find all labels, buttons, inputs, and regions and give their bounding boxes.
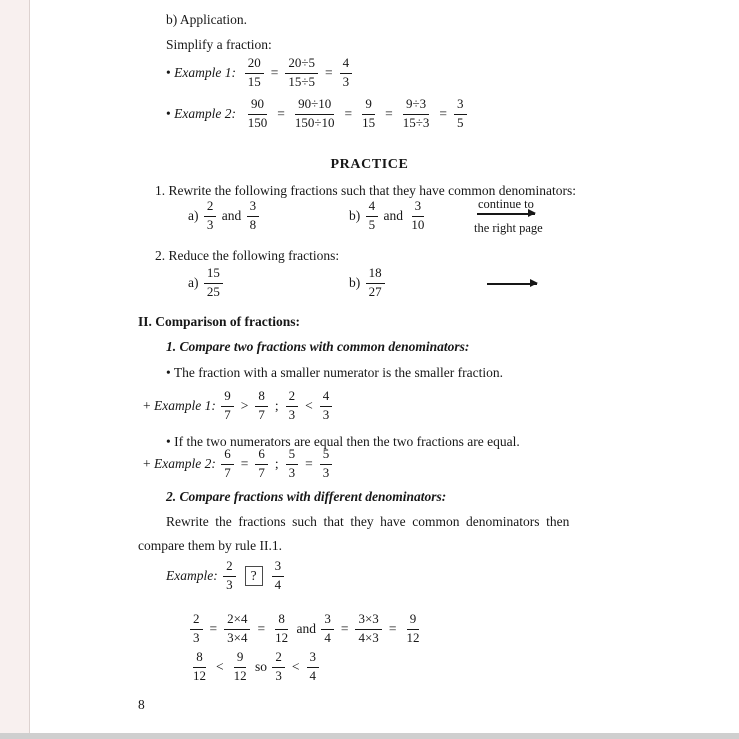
fraction <box>221 447 234 480</box>
numerator: 3 <box>412 199 425 216</box>
numerator: 3×3 <box>355 612 381 629</box>
denominator: 12 <box>275 630 289 645</box>
practice-title: PRACTICE <box>330 157 409 172</box>
numerator: 3 <box>454 97 467 114</box>
fraction <box>307 650 320 683</box>
numerator: 9 <box>234 650 247 667</box>
subsection-2-heading: 2. Compare fractions with different denominators: <box>166 489 447 504</box>
fraction <box>190 650 209 683</box>
numerator: 2 <box>204 199 217 216</box>
math-operator: = <box>324 65 333 80</box>
numerator: 2 <box>223 559 236 576</box>
denominator: 15 <box>247 74 261 89</box>
comparison-example-1 <box>143 388 334 424</box>
fraction <box>292 97 338 130</box>
subsection-1-heading: 1. Compare two fractions with common denominators: <box>166 339 470 354</box>
math-operator: = <box>277 106 285 121</box>
denominator: 3 <box>193 630 200 645</box>
right-arrow-icon <box>487 283 537 285</box>
fraction <box>321 612 334 645</box>
numerator: 8 <box>193 650 206 667</box>
fraction <box>286 389 299 422</box>
denominator: 15÷3 <box>402 115 430 130</box>
question-1b <box>349 198 429 234</box>
scan-bottom-edge <box>0 733 739 739</box>
text-run: and <box>380 208 407 223</box>
section-2-heading: II. Comparison of fractions: <box>138 314 300 329</box>
denominator: 3 <box>342 74 350 89</box>
math-operator: ; <box>274 456 279 471</box>
text-run: • <box>166 65 175 80</box>
different-denominator-example <box>166 558 286 594</box>
fraction <box>245 97 271 130</box>
denominator: 3×4 <box>227 630 248 645</box>
numerator: 90÷10 <box>295 97 334 114</box>
numerator: 3 <box>307 650 320 667</box>
fraction <box>285 56 318 89</box>
denominator: 8 <box>249 217 257 232</box>
text-run: Example 1: <box>154 398 220 413</box>
practice-question-2: 2. Reduce the following fractions: <box>155 248 340 263</box>
text-run: b) <box>349 275 364 290</box>
fraction <box>223 559 236 592</box>
math-operator: = <box>340 621 349 636</box>
denominator: 3 <box>206 217 214 232</box>
math-operator: ; <box>274 398 279 413</box>
math-operator: = <box>209 621 218 636</box>
numerator: 90 <box>248 97 267 114</box>
text-run: and <box>293 621 320 636</box>
worked-step-1 <box>188 611 424 647</box>
math-operator: = <box>270 65 279 80</box>
denominator: 3 <box>275 668 282 683</box>
text-run: and <box>218 208 245 223</box>
fraction <box>340 56 353 89</box>
example-2-line <box>166 96 469 132</box>
denominator: 150 <box>247 115 268 130</box>
numerator: 15 <box>204 266 223 283</box>
fraction <box>403 612 422 645</box>
math-operator: = <box>388 621 397 636</box>
numerator: 4 <box>320 389 333 406</box>
margin-note-line1: continue to <box>478 197 534 211</box>
denominator: 7 <box>258 407 265 422</box>
numerator: 2 <box>272 650 285 667</box>
denominator: 10 <box>411 217 425 232</box>
boxed-question-mark: ? <box>245 566 263 586</box>
right-arrow-icon <box>477 213 535 215</box>
text-run: • <box>166 106 175 121</box>
text-run: + <box>143 398 154 413</box>
numerator: 2 <box>190 612 203 629</box>
fraction <box>320 447 333 480</box>
denominator: 15÷5 <box>288 74 315 89</box>
denominator: 3 <box>322 407 330 422</box>
denominator: 7 <box>258 465 265 480</box>
page-number: 8 <box>138 697 145 712</box>
numerator: 20÷5 <box>285 56 318 73</box>
denominator: 5 <box>368 217 376 232</box>
numerator: 9 <box>407 612 420 629</box>
fraction <box>272 559 285 592</box>
fraction <box>221 389 234 422</box>
rule-1-text: • The fraction with a smaller numerator is the smaller fraction. <box>166 365 503 380</box>
practice-question-1: 1. Rewrite the following fractions such that they have common denominators: <box>155 183 577 198</box>
denominator: 4 <box>274 577 282 592</box>
text-run: Example 2: <box>174 106 243 121</box>
comparison-example-2 <box>143 446 334 482</box>
numerator: 6 <box>255 447 268 464</box>
fraction <box>231 650 250 683</box>
denominator: 12 <box>193 668 206 683</box>
fraction <box>190 612 203 645</box>
text-run: + <box>143 456 154 471</box>
math-operator: = <box>439 106 447 121</box>
math-operator: = <box>240 456 249 471</box>
fraction <box>320 389 333 422</box>
numerator: 9 <box>362 97 375 114</box>
denominator: 4 <box>309 668 317 683</box>
denominator: 12 <box>406 630 420 645</box>
fraction <box>272 650 285 683</box>
numerator: 8 <box>255 389 268 406</box>
numerator: 20 <box>245 56 264 73</box>
numerator: 4 <box>366 199 379 216</box>
math-operator: = <box>385 106 393 121</box>
text-run: so <box>251 659 271 674</box>
fraction <box>286 447 299 480</box>
math-operator: = <box>305 456 313 471</box>
rewrite-paragraph-line2: compare them by rule II.1. <box>138 538 282 553</box>
numerator: 3 <box>247 199 260 216</box>
fraction <box>255 447 268 480</box>
denominator: 3 <box>288 407 296 422</box>
text-run: a) <box>188 208 202 223</box>
application-heading: b) Application. <box>166 12 247 27</box>
denominator: 25 <box>206 284 220 299</box>
numerator: 5 <box>286 447 299 464</box>
text-run: Example 2: <box>154 456 220 471</box>
math-operator: < <box>291 659 300 674</box>
denominator: 7 <box>224 465 231 480</box>
math-operator: < <box>305 398 313 413</box>
fraction <box>255 389 268 422</box>
example-1-line <box>166 55 354 91</box>
text-run: b) <box>349 208 364 223</box>
denominator: 150÷10 <box>294 115 335 130</box>
fraction <box>245 56 264 89</box>
denominator: 7 <box>224 407 231 422</box>
fraction <box>272 612 291 645</box>
text-run: Example: <box>166 568 222 583</box>
numerator: 8 <box>275 612 288 629</box>
fraction <box>247 199 260 232</box>
numerator: 6 <box>221 447 234 464</box>
math-operator: = <box>344 106 353 121</box>
denominator: 5 <box>457 115 464 130</box>
math-operator: = <box>257 621 266 636</box>
denominator: 12 <box>233 668 247 683</box>
fraction <box>355 612 381 645</box>
numerator: 9 <box>221 389 234 406</box>
denominator: 4 <box>324 630 331 645</box>
numerator: 3 <box>272 559 285 576</box>
simplify-heading: Simplify a fraction: <box>166 37 272 52</box>
math-operator: > <box>240 398 249 413</box>
numerator: 5 <box>320 447 333 464</box>
numerator: 4 <box>340 56 353 73</box>
fraction <box>204 266 223 299</box>
denominator: 4×3 <box>358 630 379 645</box>
margin-note-line2: the right page <box>474 221 543 235</box>
fraction <box>454 97 467 130</box>
fraction <box>400 97 433 130</box>
numerator: 18 <box>366 266 385 283</box>
fraction <box>204 199 217 232</box>
rule-2-text: • If the two numerators are equal then the two fractions are equal. <box>166 434 520 449</box>
denominator: 27 <box>368 284 382 299</box>
text-run: a) <box>188 275 202 290</box>
math-operator: < <box>216 659 224 674</box>
fraction <box>408 199 427 232</box>
rewrite-paragraph-line1: Rewrite the fractions such that they have common denominators then <box>166 514 570 529</box>
numerator: 2 <box>286 389 299 406</box>
denominator: 3 <box>226 577 233 592</box>
fraction <box>359 97 378 130</box>
question-2a <box>188 265 225 301</box>
numerator: 9÷3 <box>403 97 429 114</box>
denominator: 3 <box>288 465 296 480</box>
numerator: 3 <box>321 612 334 629</box>
scan-left-edge <box>0 0 30 739</box>
question-2b <box>349 265 387 301</box>
numerator: 2×4 <box>224 612 250 629</box>
text-run: Example 1: <box>174 65 243 80</box>
denominator: 15 <box>362 115 376 130</box>
fraction <box>366 266 385 299</box>
worked-step-2 <box>188 649 321 685</box>
fraction <box>224 612 250 645</box>
question-1a <box>188 198 261 234</box>
denominator: 3 <box>322 465 330 480</box>
fraction <box>366 199 379 232</box>
